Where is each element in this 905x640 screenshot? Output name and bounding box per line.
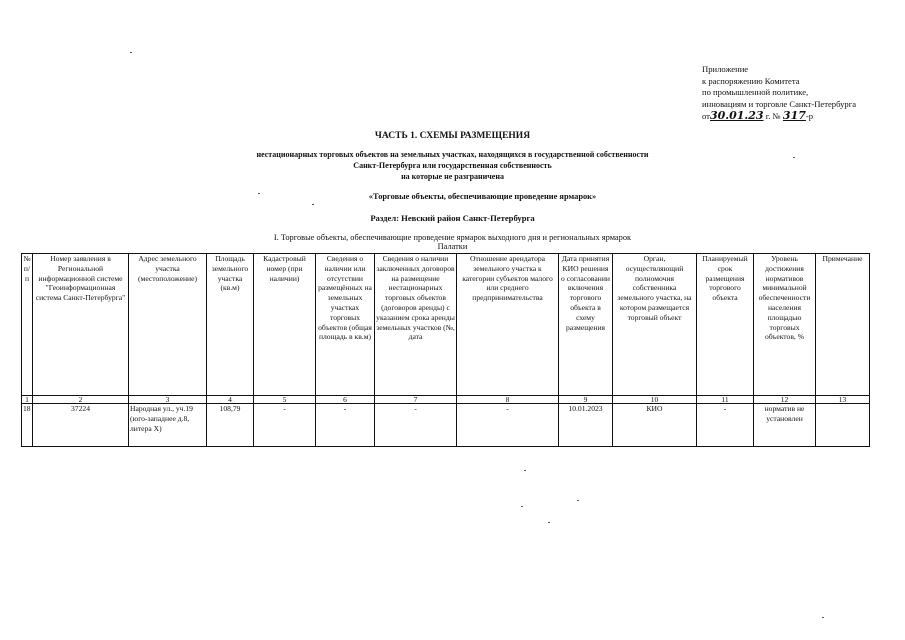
appendix-line: по промышленной политике, (702, 87, 809, 97)
scan-speck (577, 500, 579, 501)
table-cell: 108,79 (207, 404, 254, 447)
appendix-date-line (702, 110, 856, 123)
section-title: Раздел: Невский район Санкт-Петербурга (370, 213, 535, 223)
column-number: 9 (559, 396, 613, 404)
date-prefix: от (702, 111, 710, 121)
list-subtitle: Палатки (437, 242, 468, 251)
column-number: 3 (129, 396, 207, 404)
column-number: 2 (33, 396, 129, 404)
header-cell: Орган, осуществляющий полномочия собственника земельного участка, на котором размещается торговый объект (613, 254, 697, 396)
column-number-row (22, 396, 870, 404)
column-number: 11 (697, 396, 754, 404)
list-title (0, 233, 905, 251)
number-prefix: г. № (765, 111, 781, 121)
table-row (22, 404, 870, 447)
scan-speck (130, 52, 132, 53)
table-cell: Народная ул., уч.19 (юго-западнее д.8, литера Х) (129, 404, 207, 447)
table-cell: 37224 (33, 404, 129, 447)
handwritten-date: 30.01.23 (709, 109, 764, 122)
table-cell: - (697, 404, 754, 447)
table-cell: - (316, 404, 375, 447)
header-cell: Сведения о наличии или отсутствии размещённых на земельных участках торговых объектов (общая площадь в кв.м) (316, 254, 375, 396)
header-cell: Отношение арендатора земельного участка к категории субъектов малого или среднего предпринимательства (457, 254, 559, 396)
header-cell: Примечание (816, 254, 870, 396)
scan-speck (521, 506, 523, 507)
document-subtitle (0, 149, 905, 182)
column-number: 8 (457, 396, 559, 404)
scan-speck (258, 193, 260, 194)
fair-title: «Торговые объекты, обеспечивающие проведение ярмарок» (368, 192, 597, 201)
appendix-block (702, 64, 856, 123)
number-suffix: -р (805, 111, 814, 121)
list-title-line: I. Торговые объекты, обеспечивающие проведение ярмарок выходного дня и региональных ярмарок (273, 233, 632, 242)
header-cell: Адрес земельного участка (местоположение) (129, 254, 207, 396)
part-title: ЧАСТЬ 1. СХЕМЫ РАЗМЕЩЕНИЯ (374, 131, 531, 141)
header-cell: Дата принятия КИО решения о согласовании включения торгового объекта в схему размещения (559, 254, 613, 396)
column-number: 1 (22, 396, 33, 404)
table-cell: КИО (613, 404, 697, 447)
subtitle-line: нестационарных торговых объектов на земельных участках, находящихся в государственной собственности (256, 150, 649, 159)
header-cell: № п/п (22, 254, 33, 396)
column-number: 10 (613, 396, 697, 404)
handwritten-number: 317 (782, 109, 806, 122)
column-number: 12 (754, 396, 816, 404)
subtitle-line: Санкт-Петербурга или государственная собственность (353, 161, 552, 170)
column-number: 5 (254, 396, 316, 404)
column-number: 7 (375, 396, 457, 404)
table-cell: - (457, 404, 559, 447)
scan-speck (822, 617, 824, 618)
column-number: 4 (207, 396, 254, 404)
scan-speck (548, 522, 550, 523)
header-cell: Площадь земельного участка (кв.м) (207, 254, 254, 396)
column-number: 13 (816, 396, 870, 404)
header-cell: Уровень достижения нормативов минимальной обеспеченности населения площадью торговых объектов, % (754, 254, 816, 396)
appendix-line: Приложение (702, 64, 749, 74)
table-cell: - (254, 404, 316, 447)
appendix-line: к распоряжению Комитета (702, 75, 800, 86)
scan-speck (312, 204, 314, 205)
subtitle-line: на которые не разграничена (401, 172, 504, 181)
column-number: 6 (316, 396, 375, 404)
table-cell (816, 404, 870, 447)
header-cell: Планируемый срок размещения торгового объекта (697, 254, 754, 396)
appendix-line: инновациям и торговле Санкт-Петербурга (702, 98, 857, 109)
table-cell: 18 (22, 404, 33, 447)
placement-table (21, 253, 870, 447)
scan-speck (793, 157, 795, 158)
scan-speck (524, 470, 526, 471)
header-cell: Сведения о наличии заключенных договоров на размещение нестационарных торговых объектов (договоров аренды) с указанием срока аренды земельных участков (№, дата (375, 254, 457, 396)
table-cell: - (375, 404, 457, 447)
table-cell: норматив не установлен (754, 404, 816, 447)
table-cell: 10.01.2023 (559, 404, 613, 447)
header-cell: Номер заявления в Региональной информационной системе "Геоинформационная система Санкт-Петербурга" (33, 254, 129, 396)
header-cell: Кадастровый номер (при наличии) (254, 254, 316, 396)
header-row (22, 254, 870, 396)
